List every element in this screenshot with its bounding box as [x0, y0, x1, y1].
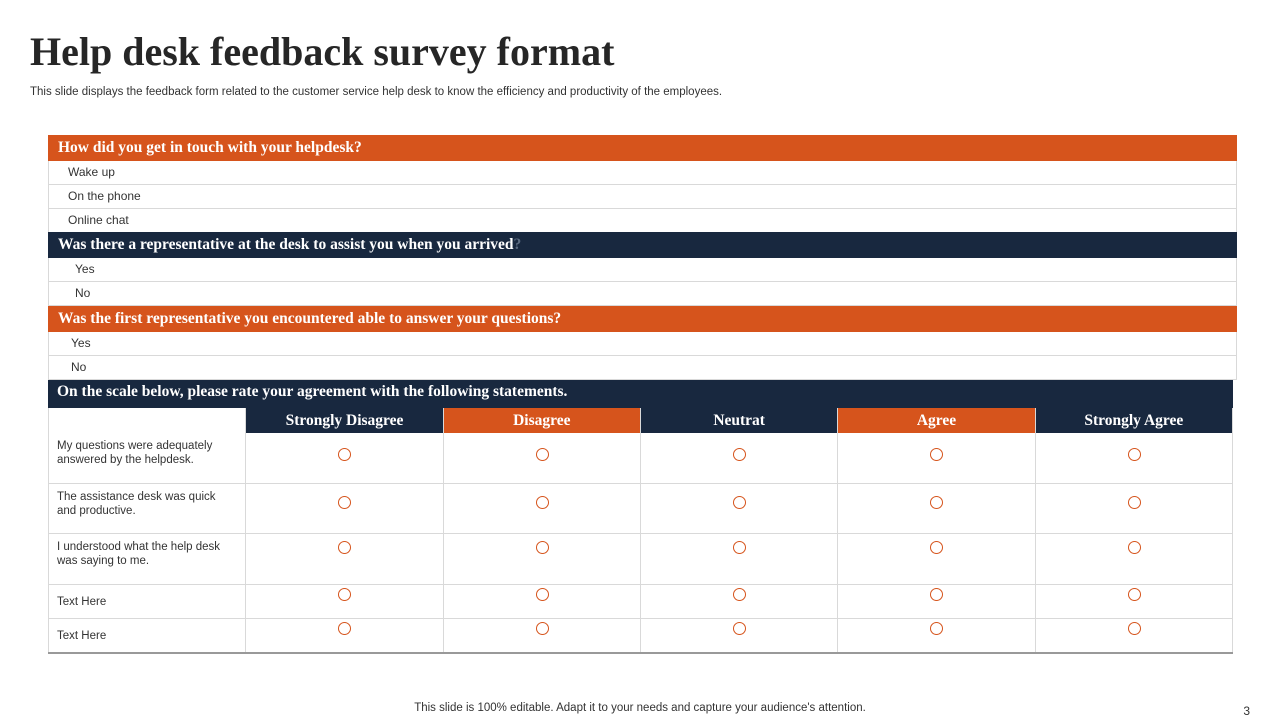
radio-button[interactable] [1128, 448, 1141, 461]
statement-text: My questions were adequately answered by the helpdesk. [57, 440, 213, 466]
radio-button[interactable] [536, 588, 549, 601]
radio-button[interactable] [338, 496, 351, 509]
scale-header: Disagree [444, 408, 640, 433]
scale-column-disagree [444, 408, 641, 652]
radio-button[interactable] [338, 588, 351, 601]
radio-button[interactable] [930, 448, 943, 461]
radio-button[interactable] [536, 496, 549, 509]
radio-button[interactable] [1128, 541, 1141, 554]
header-blank [49, 408, 245, 433]
question-block-1 [48, 135, 1237, 233]
scale-header: Agree [838, 408, 1034, 433]
rating-heading: On the scale below, please rate your agreement with the following statements. [48, 380, 1233, 408]
scale-header: Strongly Agree [1036, 408, 1232, 433]
scale-column-agree [838, 408, 1035, 652]
question-block-2 [48, 232, 1237, 306]
radio-button[interactable] [536, 448, 549, 461]
statement-text: I understood what the help desk was saying to me. [57, 541, 221, 567]
radio-button[interactable] [338, 448, 351, 461]
scale-column-neutral [641, 408, 838, 652]
rating-grid [48, 408, 1233, 654]
radio-button[interactable] [338, 622, 351, 635]
page-subtitle: This slide displays the feedback form related to the customer service help desk to know the efficiency and productivity of the employees. [30, 86, 723, 98]
radio-button[interactable] [733, 448, 746, 461]
footer-note: This slide is 100% editable. Adapt it to your needs and capture your audience's attention. [414, 702, 866, 714]
statement-text: Text Here [57, 596, 107, 608]
statement-row [49, 619, 245, 652]
statement-row [49, 534, 245, 585]
rating-section [48, 380, 1233, 654]
question-block-3 [48, 306, 1237, 380]
question-heading [48, 232, 1237, 258]
radio-button[interactable] [1128, 588, 1141, 601]
radio-button[interactable] [733, 588, 746, 601]
radio-button[interactable] [930, 541, 943, 554]
radio-button[interactable] [1128, 496, 1141, 509]
scale-column-strongly-agree [1036, 408, 1233, 652]
scale-column-strongly-disagree [246, 408, 443, 652]
statement-column [48, 408, 246, 652]
statement-row [49, 484, 245, 534]
answer-option[interactable]: Online chat [48, 209, 1237, 233]
radio-button[interactable] [930, 622, 943, 635]
statement-row [49, 585, 245, 619]
answer-option[interactable]: Yes [48, 258, 1237, 282]
answer-option[interactable]: No [48, 282, 1237, 306]
scale-header: Strongly Disagree [246, 408, 442, 433]
radio-button[interactable] [733, 496, 746, 509]
question-text: Was there a representative at the desk to assist you when you arrived [58, 236, 514, 253]
radio-button[interactable] [536, 541, 549, 554]
radio-button[interactable] [536, 622, 549, 635]
statement-text: Text Here [57, 630, 107, 642]
radio-button[interactable] [1128, 622, 1141, 635]
radio-button[interactable] [733, 622, 746, 635]
answer-option[interactable]: On the phone [48, 185, 1237, 209]
radio-button[interactable] [733, 541, 746, 554]
answer-option[interactable]: Wake up [48, 161, 1237, 185]
question-heading: Was the first representative you encountered able to answer your questions? [48, 306, 1237, 332]
radio-button[interactable] [930, 496, 943, 509]
answer-option[interactable]: Yes [48, 332, 1237, 356]
statement-text: The assistance desk was quick and productive. [57, 491, 216, 517]
answer-option[interactable]: No [48, 356, 1237, 380]
scale-header: Neutrat [641, 408, 837, 433]
radio-button[interactable] [338, 541, 351, 554]
page-title: Help desk feedback survey format [30, 29, 615, 74]
radio-button[interactable] [930, 588, 943, 601]
statement-row [49, 433, 245, 484]
page-number: 3 [1243, 704, 1250, 718]
question-heading: How did you get in touch with your helpdesk? [48, 135, 1237, 161]
question-mark: ? [513, 236, 522, 253]
